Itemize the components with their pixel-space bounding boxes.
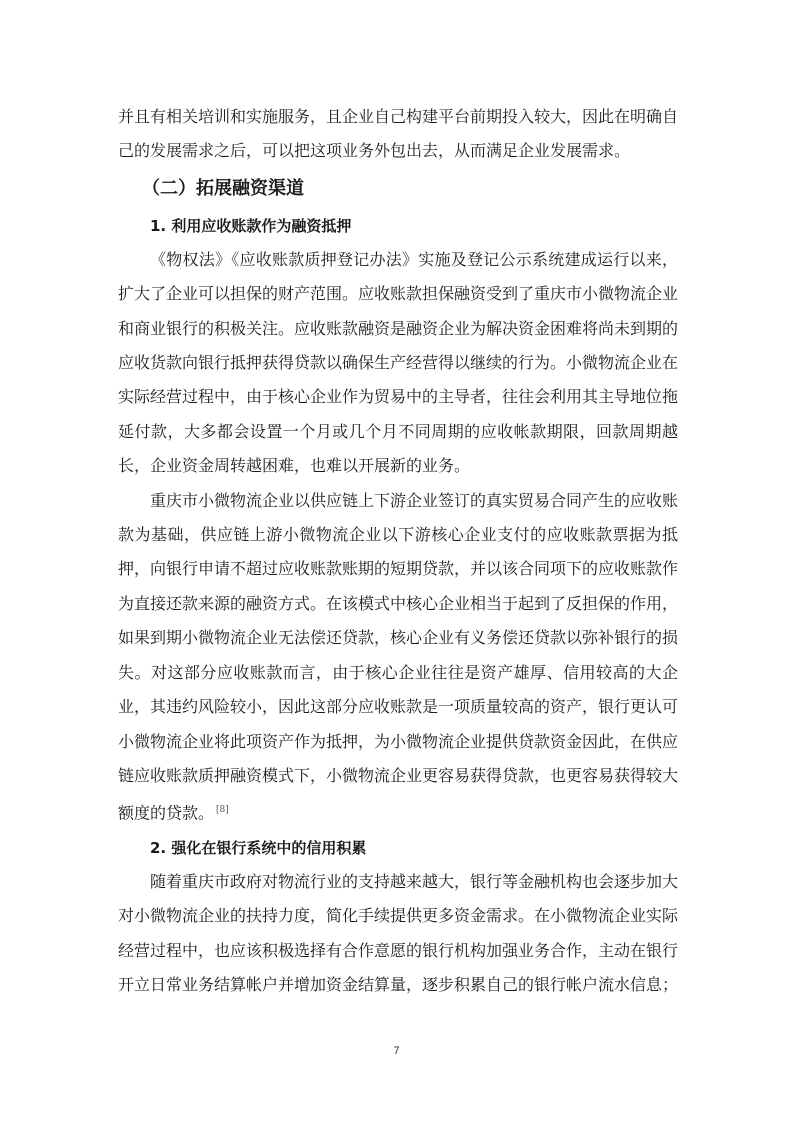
citation-marker: [8] — [216, 805, 229, 816]
paragraph-receivables-intro: 《物权法》《应收账款质押登记办法》实施及登记公示系统建成运行以来，扩大了企业可以担保的财产范围。应收账款担保融资受到了重庆市小微物流企业和商业银行的积极关注。应收账款融资是融资企业为解决资金困难将尚未到期的应收货款向银行抵押获得贷款以确保生产经营得以继续的行为。小微物流企业在实际经营过程中，由于核心企业作为贸易中的主导者，往往会利用其主导地位拖延付款，大多都会设置一个月或几个月不同周期的应收帐款期限，回款周期越长，企业资金周转越困难，也难以开展新的业务。 — [118, 249, 679, 476]
subsection-heading-1: 1. 利用应收账款作为融资抵押 — [150, 216, 352, 235]
subsection-heading-2: 2. 强化在银行系统中的信用积累 — [150, 839, 367, 858]
paragraph-continuation: 并且有相关培训和实施服务，且企业自己构建平台前期投入较大，因此在明确自己的发展需求之后，可以把这项业务外包出去，从而满足企业发展需求。 — [118, 107, 679, 161]
paragraph-receivables-model — [118, 484, 678, 831]
page-content — [118, 100, 678, 1003]
paragraph-bank-credit: 随着重庆市政府对物流行业的支持越来越大，银行等金融机构也会逐步加大对小微物流企业的扶持力度，简化手续提供更多资金需求。在小微物流企业实际经营过程中，也应该积极选择有合作意愿的银行机构加强业务合作，主动在银行开立日常业务结算帐户并增加资金结算量，逐步积累自己的银行帐户流水信息； — [118, 872, 679, 995]
page-number: 7 — [393, 1045, 400, 1057]
section-heading: （二）拓展融资渠道 — [142, 177, 304, 199]
paragraph-receivables-model-text: 重庆市小微物流企业以供应链上下游企业签订的真实贸易合同产生的应收账款为基础，供应链上游小微物流企业以下游核心企业支付的应收账款票据为抵押，向银行申请不超过应收账款账期的短期贷款，并以该合同项下的应收账款作为直接还款来源的融资方式。在该模式中核心企业相当于起到了反担保的作用，如果到期小微物流企业无法偿还贷款，核心企业有义务偿还贷款以弥补银行的损失。对这部分应收账款而言，由于核心企业往往是资产雄厚、信用较高的大企业，其违约风险较小，因此这部分应收账款是一项质量较高的资产，银行更认可小微物流企业将此项资产作为抵押，为小微物流企业提供贷款资金因此，在供应链应收账款质押融资模式下，小微物流企业更容易获得贷款，也更容易获得较大额度的贷款。 — [118, 490, 679, 823]
